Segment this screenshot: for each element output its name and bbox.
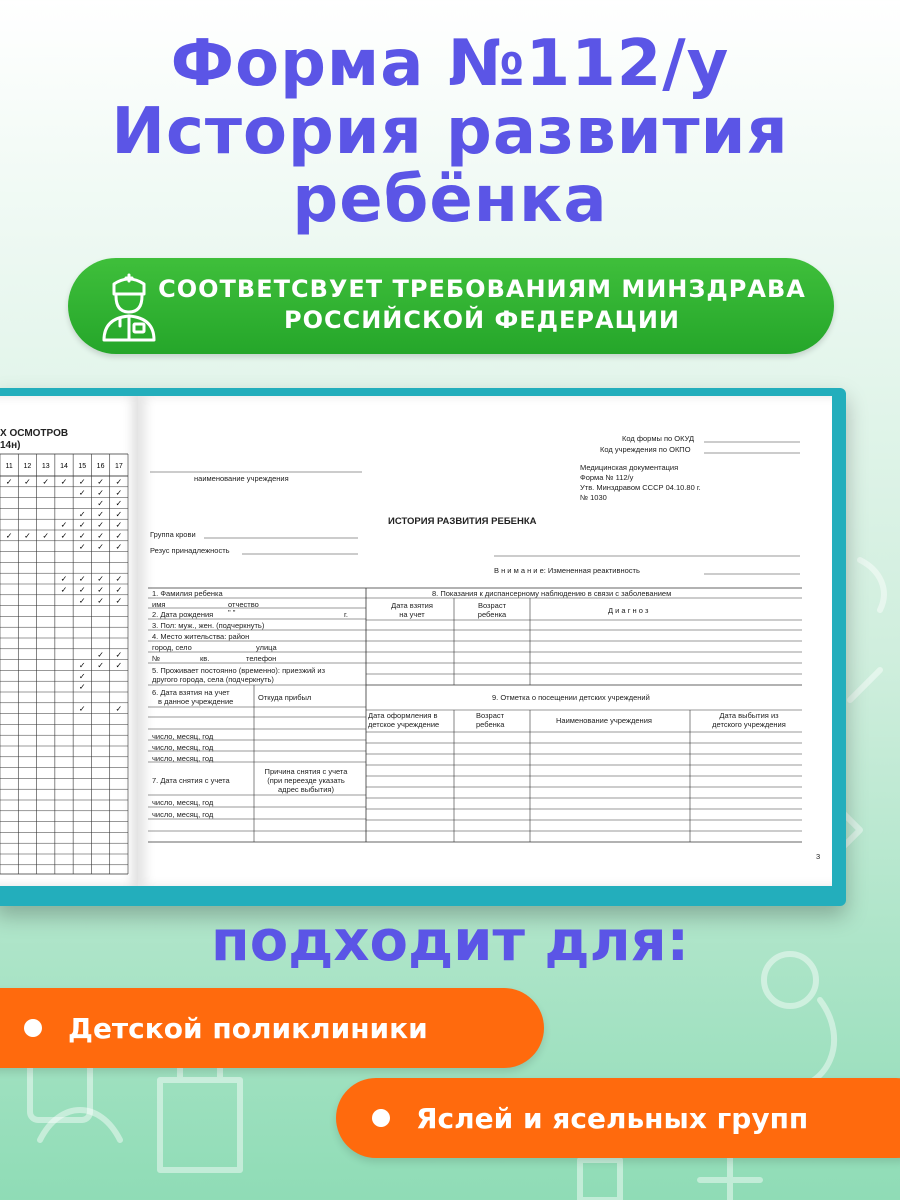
- check-mark: ✓: [115, 650, 123, 660]
- ministry-compliance-badge: [68, 258, 834, 354]
- field-deregistration-date: 7. Дата снятия с учета: [152, 776, 230, 785]
- check-mark: ✓: [78, 542, 86, 552]
- check-mark: ✓: [78, 671, 86, 681]
- field-apartment: кв.: [200, 654, 210, 663]
- check-mark: ✓: [42, 477, 50, 487]
- s9-age-line-1: Возраст: [476, 711, 505, 720]
- inspection-grid: [0, 396, 138, 886]
- check-mark: ✓: [97, 661, 104, 671]
- field-sex: 3. Пол: муж., жен. (подчеркнуть): [152, 621, 265, 630]
- bullet-icon: [372, 1109, 390, 1127]
- grid-column-header: 17: [114, 463, 123, 470]
- s8-date-header: [370, 601, 454, 619]
- check-mark: ✓: [115, 477, 123, 487]
- field-residence-status-2: другого города, села (подчеркнуть): [152, 675, 274, 684]
- check-mark: ✓: [97, 531, 104, 541]
- check-mark: ✓: [115, 520, 123, 530]
- field-residence: 4. Место жительства: район: [152, 632, 250, 641]
- order-number: № 1030: [580, 493, 607, 502]
- date-row-3: число, месяц, год: [152, 754, 214, 763]
- rhesus-label: Резус принадлежность: [150, 546, 230, 555]
- s8-age-line-1: Возраст: [477, 601, 507, 610]
- check-mark: ✓: [115, 499, 123, 509]
- s8-date-line-1: Дата взятия: [391, 601, 433, 610]
- page-title: [0, 27, 900, 237]
- check-mark: ✓: [97, 499, 104, 509]
- field-house: №: [152, 654, 161, 663]
- check-mark: ✓: [97, 650, 104, 660]
- suitable-item-label: Детской поликлиники: [68, 1011, 428, 1045]
- institution-caption: наименование учреждения: [194, 474, 289, 483]
- grid-column-header: 11: [5, 463, 13, 470]
- approved-label: Утв. Минздравом СССР 04.10.80 г.: [580, 483, 701, 492]
- title-line-1: Форма №112/у: [170, 27, 730, 101]
- s8-date-line-2: на учет: [399, 610, 425, 619]
- suitable-item-polyclinic: [0, 988, 544, 1068]
- title-line-2: История развития: [111, 95, 789, 169]
- field-birthdate-year: г.: [344, 610, 348, 619]
- s9-out-line-2: детского учреждения: [712, 720, 786, 729]
- field-birthdate-quote: " ": [228, 608, 236, 617]
- check-mark: ✓: [78, 585, 86, 595]
- grid-column-header: 14: [60, 463, 68, 470]
- reason-line-3: адрес выбытия): [278, 785, 334, 794]
- s9-age-line-2: ребенка: [476, 720, 505, 729]
- badge-line-2: РОССИЙСКОЙ ФЕДЕРАЦИИ: [283, 306, 681, 334]
- check-mark: ✓: [78, 661, 86, 671]
- suitable-heading: подходит для:: [211, 909, 689, 974]
- suitable-item-nursery: [336, 1078, 900, 1158]
- field-registration-date: 6. Дата взятия на учет: [152, 688, 230, 697]
- check-mark: ✓: [78, 531, 86, 541]
- bullet-icon: [24, 1019, 42, 1037]
- s8-diagnosis-header: Д и а г н о з: [608, 606, 649, 615]
- s9-out-header: [694, 711, 804, 729]
- check-mark: ✓: [60, 585, 68, 595]
- check-mark: ✓: [115, 596, 123, 606]
- check-mark: ✓: [115, 488, 123, 498]
- journal-right-page: [138, 396, 832, 886]
- date-row-4: число, месяц, год: [152, 798, 214, 807]
- s8-age-header: [456, 601, 528, 619]
- check-mark: ✓: [78, 704, 86, 714]
- field-surname: 1. Фамилия ребенка: [152, 589, 223, 598]
- grid-column-header: 15: [78, 463, 87, 470]
- field-from-where: Откуда прибыл: [258, 693, 312, 702]
- grid-column-header: 16: [96, 463, 105, 470]
- check-mark: ✓: [115, 509, 123, 519]
- check-mark: ✓: [97, 477, 104, 487]
- check-mark: ✓: [97, 574, 104, 584]
- check-mark: ✓: [115, 704, 123, 714]
- check-mark: ✓: [97, 520, 104, 530]
- check-mark: ✓: [97, 596, 104, 606]
- grid-column-header: 13: [41, 463, 50, 470]
- attention-label: В н и м а н и е: Измененная реактивность: [494, 566, 640, 575]
- form-number: Форма № 112/у: [580, 473, 634, 482]
- section-9-title: 9. Отметка о посещении детских учреждений: [492, 693, 650, 702]
- field-name: имя: [152, 600, 166, 609]
- grid-column-header: 12: [23, 463, 32, 470]
- deregistration-reason: [264, 767, 348, 794]
- check-mark: ✓: [5, 531, 13, 541]
- s9-out-line-1: Дата выбытия из: [719, 711, 779, 720]
- title-line-3: ребёнка: [292, 163, 608, 237]
- field-birthdate: 2. Дата рождения: [152, 610, 214, 619]
- date-row-1: число, месяц, год: [152, 732, 214, 741]
- badge-line-1: СООТВЕТСВУЕТ ТРЕБОВАНИЯМ МИНЗДРАВА: [158, 275, 806, 303]
- left-page-heading-2: 14н): [0, 440, 21, 451]
- field-phone: телефон: [246, 654, 277, 663]
- check-mark: ✓: [60, 477, 68, 487]
- check-mark: ✓: [97, 542, 104, 552]
- check-mark: ✓: [115, 531, 123, 541]
- date-row-5: число, месяц, год: [152, 810, 214, 819]
- reason-line-1: Причина снятия с учета: [264, 767, 348, 776]
- check-mark: ✓: [78, 477, 86, 487]
- check-mark: ✓: [60, 531, 68, 541]
- badge-text: [154, 274, 810, 336]
- check-mark: ✓: [78, 488, 86, 498]
- check-mark: ✓: [78, 574, 86, 584]
- field-street: улица: [256, 643, 277, 652]
- check-mark: ✓: [78, 509, 86, 519]
- suitable-item-label: Яслей и ясельных групп: [416, 1101, 809, 1135]
- s9-age-header: [476, 711, 504, 729]
- check-mark: ✓: [97, 509, 104, 519]
- doctor-icon: [100, 270, 158, 342]
- check-mark: ✓: [78, 596, 86, 606]
- check-mark: ✓: [42, 531, 50, 541]
- check-mark: ✓: [60, 520, 68, 530]
- check-mark: ✓: [60, 574, 68, 584]
- field-patronymic: отчество: [228, 600, 259, 609]
- check-mark: ✓: [97, 585, 104, 595]
- med-doc-label: Медицинская документация: [580, 463, 679, 472]
- check-mark: ✓: [78, 520, 86, 530]
- check-mark: ✓: [97, 488, 104, 498]
- field-residence-status: 5. Проживает постоянно (временно): приезжий из: [152, 666, 326, 675]
- s9-name-header: Наименование учреждения: [556, 716, 652, 725]
- check-mark: ✓: [24, 531, 31, 541]
- okpo-label: Код учреждения по ОКПО: [600, 445, 691, 454]
- reason-line-2: (при переезде указать: [267, 776, 345, 785]
- date-row-2: число, месяц, год: [152, 743, 214, 752]
- check-mark: ✓: [5, 477, 13, 487]
- s9-date-line-2: детское учреждение: [368, 720, 440, 729]
- page-number: 3: [816, 852, 821, 861]
- check-mark: ✓: [115, 661, 123, 671]
- field-registration-date-2: в данное учреждение: [158, 697, 234, 706]
- check-mark: ✓: [115, 542, 123, 552]
- check-mark: ✓: [115, 585, 123, 595]
- check-mark: ✓: [24, 477, 31, 487]
- okud-label: Код формы по ОКУД: [622, 434, 695, 443]
- form-grid-lines: [138, 396, 832, 886]
- left-page-heading: Х ОСМОТРОВ: [0, 428, 69, 439]
- form-heading: ИСТОРИЯ РАЗВИТИЯ РЕБЕНКА: [388, 516, 537, 527]
- s9-date-header: [368, 711, 456, 729]
- journal-left-page: [0, 396, 138, 886]
- blood-group-label: Группа крови: [150, 530, 196, 539]
- section-8-title: 8. Показания к диспансерному наблюдению в связи с заболеванием: [432, 589, 672, 598]
- s8-age-line-2: ребенка: [477, 610, 507, 619]
- check-mark: ✓: [78, 682, 86, 692]
- field-city: город, село: [152, 643, 192, 652]
- check-mark: ✓: [115, 574, 123, 584]
- s9-date-line-1: Дата оформления в: [368, 711, 438, 720]
